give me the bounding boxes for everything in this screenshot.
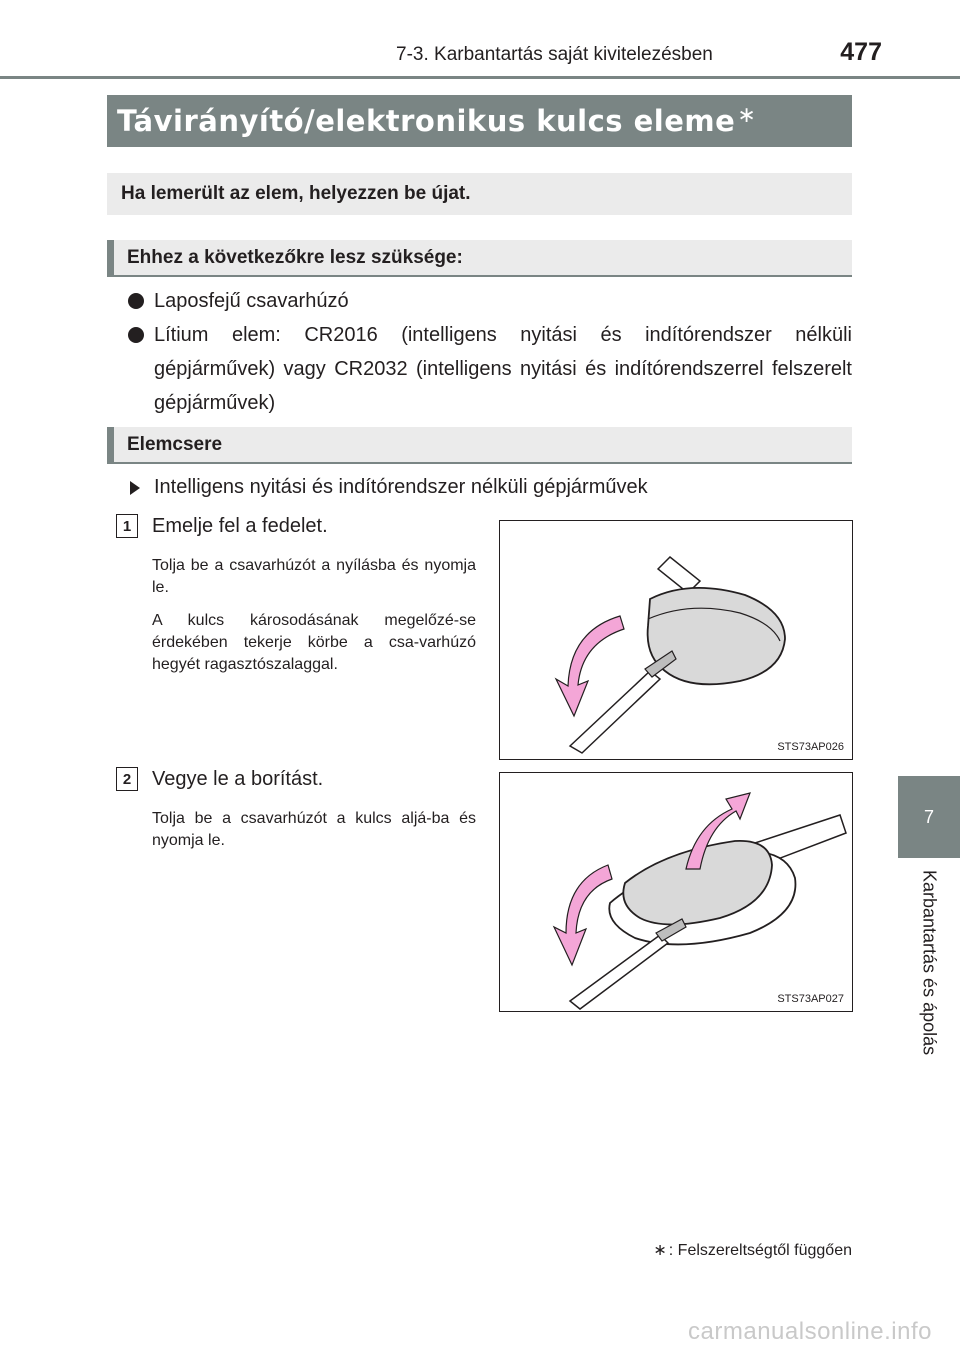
chapter-label: Karbantartás és ápolás: [919, 870, 940, 1056]
footnote-asterisk: ∗: [653, 1242, 667, 1259]
chapter-tab: [898, 776, 960, 858]
figure-code: STS73AP027: [777, 993, 844, 1005]
intro-text: Ha lemerült az elem, helyezzen be újat.: [121, 183, 471, 204]
header-rule: [0, 76, 960, 79]
page-title-bar: [107, 95, 852, 147]
triangle-right-icon: [130, 481, 140, 495]
footnote-text: : Felszereltségtől függően: [668, 1242, 852, 1259]
list-item-text: Lítium elem: CR2016 (intelligens nyitási és indítórendszer nélküli gépjárművek) vagy CR2032 (intelligens nyitási és indítórendszerrel felszerelt gépjárművek): [154, 324, 852, 414]
section-heading-text: Ehhez a következőkre lesz szüksége:: [127, 246, 463, 268]
subheading-row: [128, 476, 648, 499]
step-title-2: Vegye le a borítást.: [152, 768, 324, 790]
chapter-number: 7: [923, 806, 934, 827]
footnote: [653, 1240, 852, 1260]
key-illustration-2: [500, 773, 852, 1011]
list-item: [128, 318, 852, 420]
step-number-1: 1: [116, 514, 138, 538]
subheading-text: Intelligens nyitási és indítórendszer nélküli gépjárművek: [154, 476, 648, 498]
step-desc-1b: A kulcs károsodásának megelőzé-se érdekében tekerje körbe a csa-varhúzó hegyét ragasztószalaggal.: [152, 612, 476, 673]
step-desc-2: Tolja be a csavarhúzót a kulcs aljá-ba és nyomja le.: [152, 810, 476, 849]
section-heading-needs: [107, 240, 852, 277]
figure-code: STS73AP026: [777, 741, 844, 753]
running-header: 7-3. Karbantartás saját kivitelezésben: [396, 44, 713, 65]
chapter-label-column: [898, 862, 960, 1082]
step-title-1: Emelje fel a fedelet.: [152, 515, 328, 537]
watermark: carmanualsonline.info: [688, 1318, 932, 1345]
figure-remove-cover: [499, 772, 853, 1012]
section-heading-replace: [107, 427, 852, 464]
list-item-text: Laposfejű csavarhúzó: [154, 290, 349, 312]
page-title: Távirányító/elektronikus kulcs eleme: [117, 104, 736, 138]
step-desc-1a: Tolja be a csavarhúzót a nyílásba és nyomja le.: [152, 557, 476, 596]
figure-open-cover: [499, 520, 853, 760]
key-illustration-1: [500, 521, 852, 759]
bullet-icon: [128, 293, 144, 309]
page-number: 477: [840, 38, 882, 66]
title-asterisk: ∗: [737, 102, 756, 127]
bullet-icon: [128, 327, 144, 343]
intro-box: [107, 173, 852, 215]
section-heading-text: Elemcsere: [127, 433, 223, 455]
list-item: [128, 284, 852, 318]
step-number-2: 2: [116, 767, 138, 791]
